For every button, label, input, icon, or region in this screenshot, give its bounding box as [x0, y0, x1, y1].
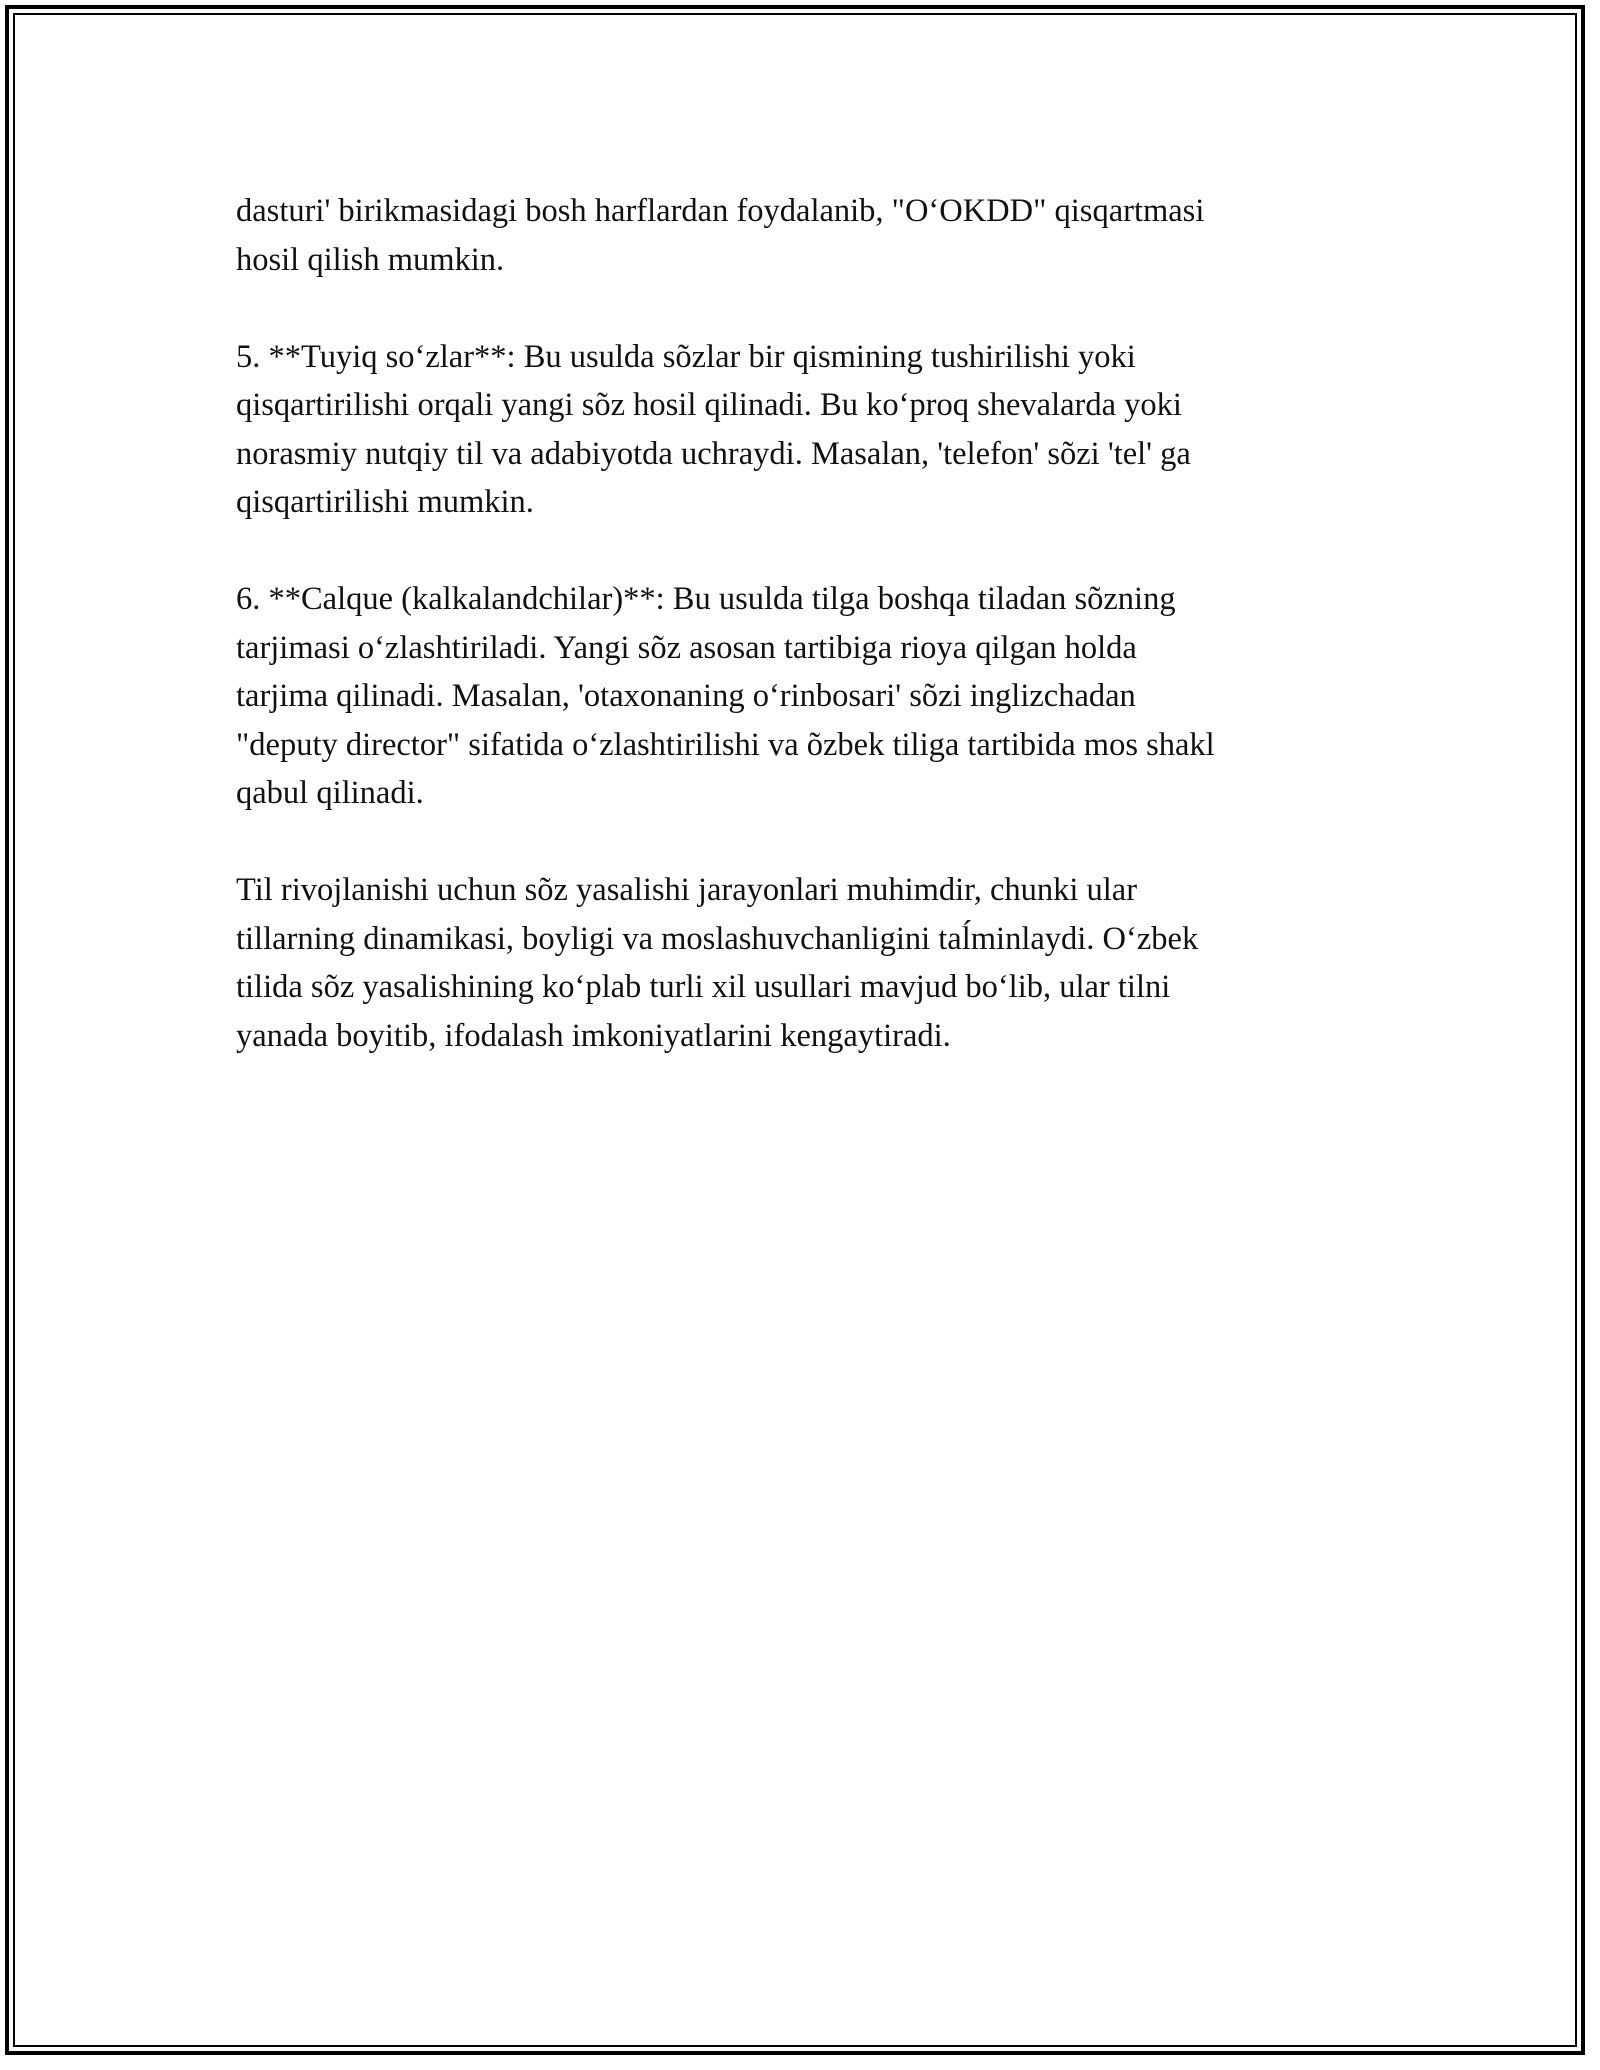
text-line: Til rivojlanishi uchun sõz yasalishi jarayonlari muhimdir, chunki ular — [236, 872, 1138, 908]
text-line: tilida sõz yasalishining ko‘plab turli xil usullari mavjud bo‘lib, ular tilni — [236, 969, 1171, 1005]
text-line: 6. **Calque (kalkalandchilar)**: Bu usulda tilga boshqa tiladan sõzning — [236, 581, 1176, 617]
paragraph-calque — [236, 575, 1366, 818]
text-line: tillarning dinamikasi, boyligi va moslashuvchanligini taĺminlaydi. O‘zbek — [236, 920, 1199, 957]
text-line: qabul qilinadi. — [236, 775, 424, 811]
text-line: qisqartirilishi mumkin. — [236, 484, 534, 520]
text-line: tarjima qilinadi. Masalan, 'otaxonaning o‘rinbosari' sõzi inglizchadan — [236, 678, 1136, 714]
text-line: tarjimasi o‘zlashtiriladi. Yangi sõz asosan tartibiga rioya qilgan holda — [236, 629, 1137, 666]
document-body — [236, 187, 1366, 1109]
text-line: dasturi' birikmasidagi bosh harflardan foydalanib, "O‘OKDD" qisqartmasi — [236, 193, 1205, 229]
text-line: hosil qilish mumkin. — [236, 241, 505, 278]
text-line: 5. **Tuyiq so‘zlar**: Bu usulda sõzlar bir qismining tushirilishi yoki — [236, 338, 1136, 375]
text-line: qisqartirilishi orqali yangi sõz hosil qilinadi. Bu ko‘proq shevalarda yoki — [236, 387, 1182, 423]
paragraph-acronym-continuation — [236, 187, 1366, 284]
text-line: norasmiy nutqiy til va adabiyotda uchraydi. Masalan, 'telefon' sõzi 'tel' ga — [236, 435, 1191, 472]
text-line: "deputy director" sifatida o‘zlashtirilishi va õzbek tiliga tartibida mos shakl — [236, 726, 1215, 763]
paragraph-conclusion — [236, 866, 1366, 1060]
paragraph-clipped-words — [236, 333, 1366, 527]
text-line: yanada boyitib, ifodalash imkoniyatlarini kengaytiradi. — [236, 1017, 951, 1054]
